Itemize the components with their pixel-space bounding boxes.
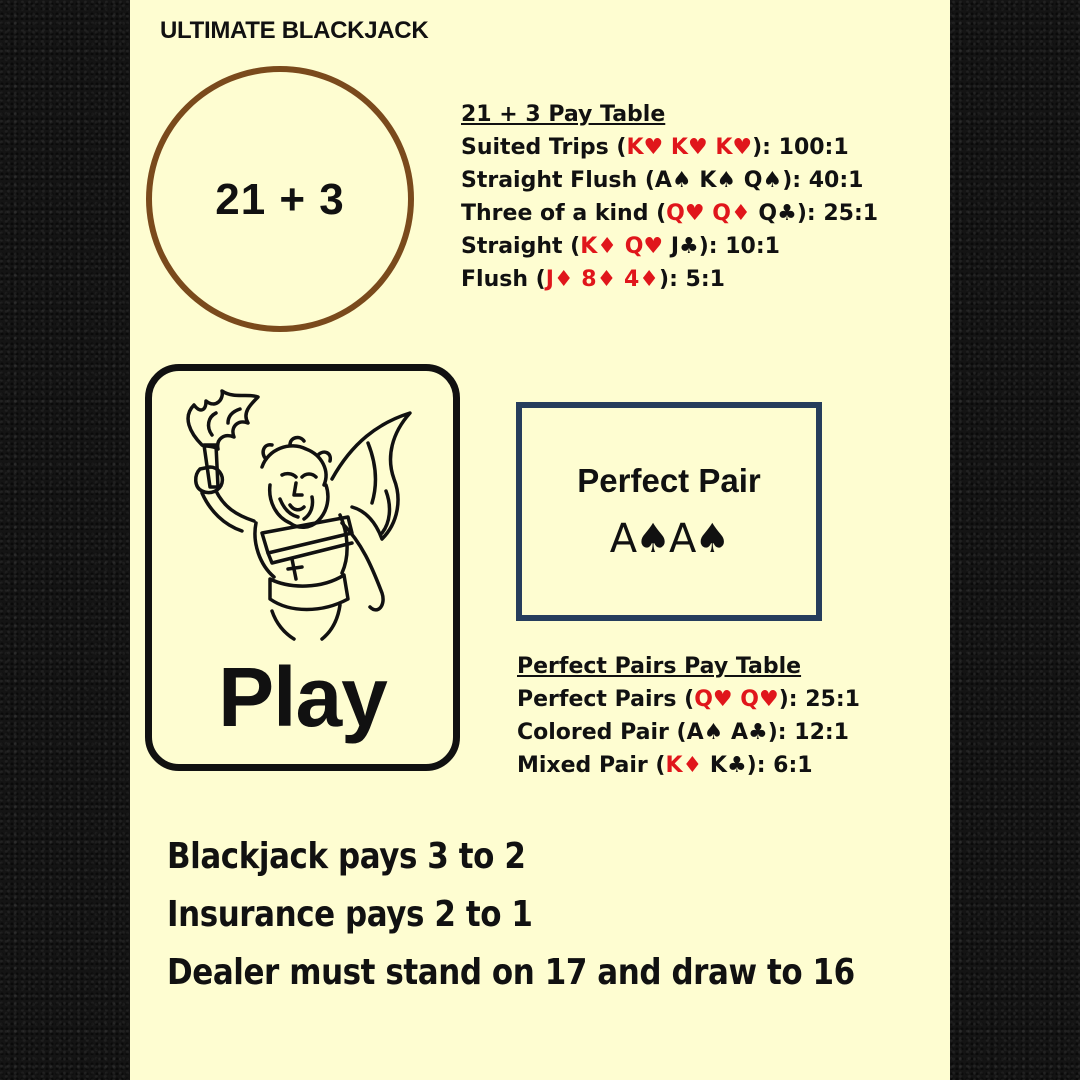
zeus-torch-icon [172, 383, 432, 645]
card-glyph: J♦ [545, 267, 574, 292]
side-bet-21-3-circle[interactable] [146, 66, 414, 332]
card-glyph: A♣ [731, 720, 768, 745]
paytable-row [461, 263, 878, 296]
paytable-21-3 [461, 98, 878, 296]
house-rules [167, 828, 855, 1002]
payout-odds: ): 25:1 [778, 687, 860, 712]
payout-odds: ): 12:1 [767, 720, 849, 745]
card-glyph: K♠ [699, 168, 737, 193]
play-button[interactable] [145, 364, 460, 771]
card-glyph: Q♥ [740, 687, 779, 712]
hand-name: Suited Trips ( [461, 135, 627, 160]
card-glyph: K♦ [580, 234, 618, 259]
payout-odds: ): 5:1 [659, 267, 725, 292]
card-glyph: Q♣ [758, 201, 797, 226]
payout-odds: ): 100:1 [752, 135, 849, 160]
paytable-row [517, 716, 860, 749]
rule-dealer-stand: Dealer must stand on 17 and draw to 16 [167, 952, 855, 993]
play-label: Play [218, 650, 387, 744]
perfect-pair-title: Perfect Pair [577, 462, 761, 499]
hand-name: Mixed Pair ( [517, 753, 666, 778]
card-glyph: A♠ [654, 168, 692, 193]
card-glyph: K♥ [715, 135, 753, 160]
perfect-pair-cards: A♠A♠ [609, 516, 729, 562]
card-glyph: A♠ [686, 720, 724, 745]
card-glyph: K♦ [665, 753, 703, 778]
card-glyph: K♥ [670, 135, 708, 160]
hand-name: Perfect Pairs ( [517, 687, 695, 712]
card-glyph: Q♥ [694, 687, 733, 712]
payout-odds: ): 6:1 [746, 753, 813, 778]
card-glyph: K♥ [626, 135, 664, 160]
paytable-row [517, 749, 860, 782]
paytable-row [461, 131, 878, 164]
payout-odds: ): 25:1 [796, 201, 879, 226]
payout-odds: ): 40:1 [782, 168, 864, 193]
rule-insurance-payout: Insurance pays 2 to 1 [167, 894, 533, 935]
paytable-row [517, 683, 860, 716]
hand-name: Straight Flush ( [461, 168, 655, 193]
card-glyph: Q♥ [624, 234, 664, 259]
paytable-row [461, 164, 878, 197]
paytable-row [461, 230, 878, 263]
card-glyph: 4♦ [624, 267, 660, 292]
hand-name: Colored Pair ( [517, 720, 687, 745]
game-title: ULTIMATE BLACKJACK [160, 17, 429, 44]
hand-name: Straight ( [461, 234, 581, 259]
card-glyph: Q♠ [743, 168, 783, 193]
paytable-perfect-pairs [517, 650, 860, 782]
rule-blackjack-payout: Blackjack pays 3 to 2 [167, 836, 526, 877]
card-glyph: K♣ [709, 753, 747, 778]
side-bet-21-3-label: 21 + 3 [215, 175, 345, 224]
paytable-21-3-header: 21 + 3 Pay Table [461, 102, 666, 127]
card-glyph: J♣ [670, 234, 699, 259]
card-glyph: 8♦ [581, 267, 617, 292]
paytable-row [461, 197, 878, 230]
perfect-pair-bet-box[interactable] [516, 402, 822, 621]
card-glyph: Q♦ [712, 201, 751, 226]
paytable-perfect-pairs-header: Perfect Pairs Pay Table [517, 654, 802, 679]
hand-name: Flush ( [461, 267, 546, 292]
card-glyph: Q♥ [666, 201, 705, 226]
payout-odds: ): 10:1 [698, 234, 780, 259]
hand-name: Three of a kind ( [461, 201, 667, 226]
